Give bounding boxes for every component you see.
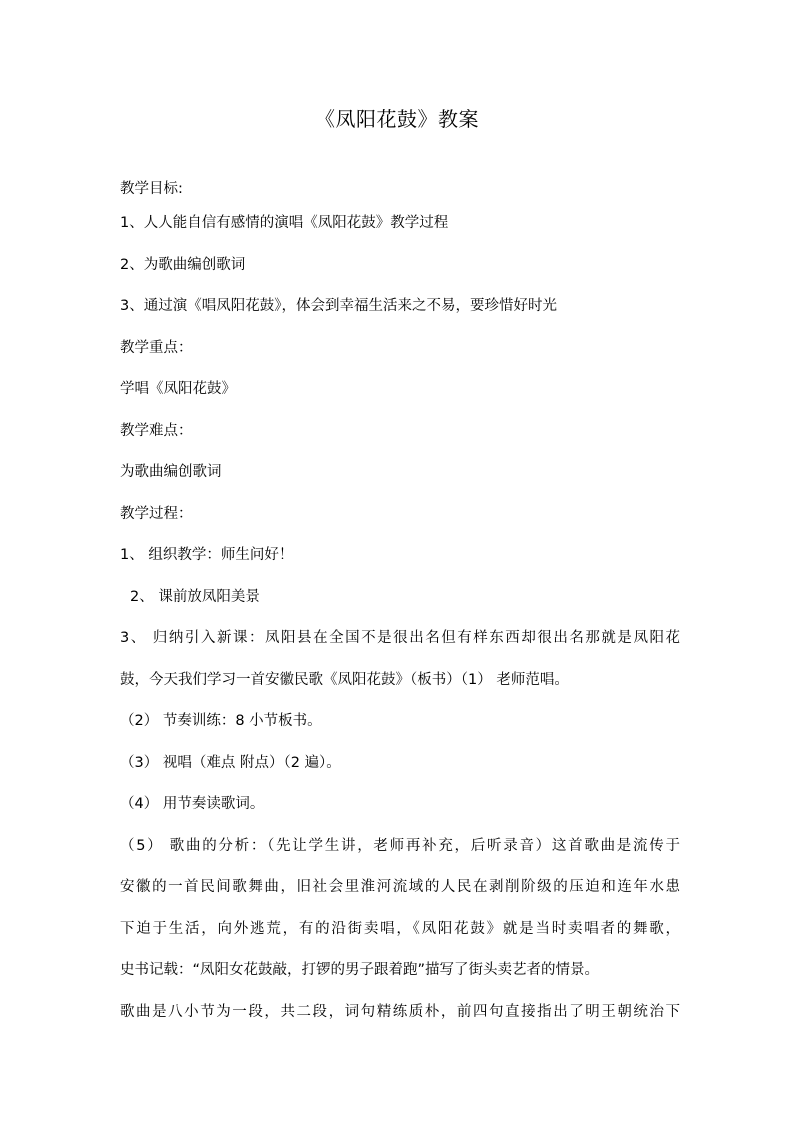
goal-item-2: 2、为歌曲编创歌词 [120, 257, 246, 273]
analysis-line-2: 安徽的一首民间歌舞曲，旧社会里淮河流域的人民在剥削阶级的压迫和连年水患 [120, 879, 680, 895]
process-step-3-line-2: 鼓，今天我们学习一首安徽民歌《凤阳花鼓》（板书）（1） 老师范唱。 [120, 672, 569, 688]
heading-process: 教学过程： [120, 506, 193, 522]
process-step-1: 1、 组织教学：师生问好！ [120, 547, 294, 563]
goal-item-3: 3、通过演《唱凤阳花鼓》，体会到幸福生活来之不易，要珍惜好时光 [120, 298, 557, 314]
process-step-2: 2、 课前放凤阳美景 [130, 589, 260, 605]
process-substep-3: （3） 视唱（难点 附点）（2 遍）。 [120, 755, 341, 771]
difficulty-text: 为歌曲编创歌词 [120, 464, 222, 480]
process-step-3-line-1: 3、 归纳引入新课：凤阳县在全国不是很出名但有样东西却很出名那就是凤阳花 [120, 630, 680, 646]
analysis-line-4: 史书记载：“凤阳女花鼓敲，打锣的男子跟着跑”描写了街头卖艺者的情景。 [120, 962, 600, 978]
analysis-line-1: （5） 歌曲的分析：（先让学生讲，老师再补充，后听录音）这首歌曲是流传于 [120, 838, 680, 854]
analysis-line-3: 下迫于生活，向外逃荒，有的沿街卖唱，《凤阳花鼓》就是当时卖唱者的舞歌， [120, 921, 680, 937]
analysis-line-5: 歌曲是八小节为一段，共二段，词句精练质朴，前四句直接指出了明王朝统治下 [120, 1004, 680, 1020]
document-title: 《凤阳花鼓》教案 [315, 107, 479, 131]
process-substep-4: （4） 用节奏读歌词。 [120, 796, 265, 812]
key-point-text: 学唱《凤阳花鼓》 [120, 381, 236, 397]
process-substep-2: （2） 节奏训练：8 小节板书。 [120, 713, 322, 729]
heading-teaching-goals: 教学目标: [120, 181, 183, 197]
heading-difficulties: 教学难点： [120, 423, 193, 439]
goal-item-1: 1、人人能自信有感情的演唱《凤阳花鼓》教学过程 [120, 215, 449, 231]
heading-key-points: 教学重点： [120, 340, 193, 356]
